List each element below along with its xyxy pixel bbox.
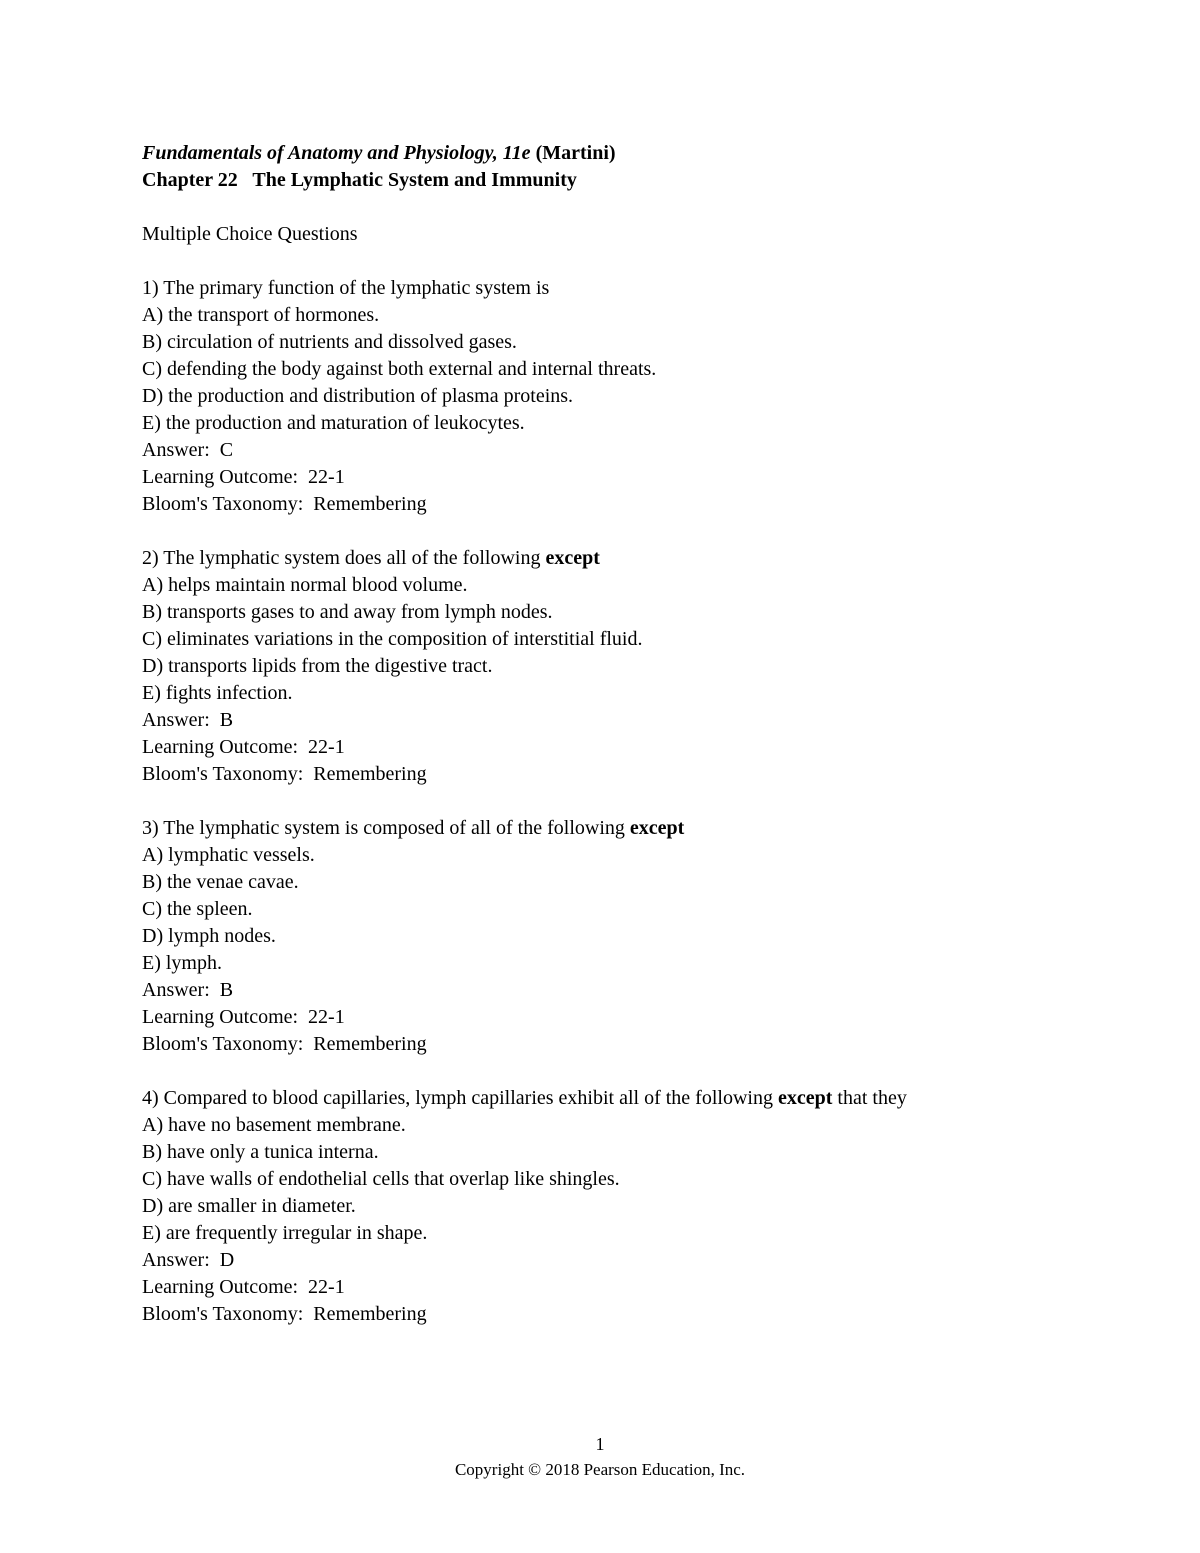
option-d: D) are smaller in diameter.	[142, 1195, 356, 1217]
spacer	[142, 518, 1102, 545]
option-c: C) eliminates variations in the composition of interstitial fluid.	[142, 628, 643, 650]
stem-keyword: except	[545, 547, 600, 569]
option-e: E) lymph.	[142, 952, 222, 974]
option-c: C) the spleen.	[142, 898, 253, 920]
learning-outcome: Learning Outcome: 22-1	[142, 736, 345, 758]
stem-keyword: except	[777, 1087, 833, 1109]
book-title: Fundamentals of Anatomy and Physiology, 11e	[142, 142, 531, 164]
option-a: A) have no basement membrane.	[142, 1114, 406, 1136]
section-label: Multiple Choice Questions	[142, 223, 358, 245]
option-b: B) circulation of nutrients and dissolved gases.	[142, 331, 517, 353]
option-b: B) have only a tunica interna.	[142, 1141, 379, 1163]
question-4	[142, 1085, 1102, 1328]
spacer	[142, 248, 1102, 275]
option-c: C) have walls of endothelial cells that overlap like shingles.	[142, 1168, 620, 1190]
question-2	[142, 545, 1102, 788]
option-a: A) the transport of hormones.	[142, 304, 380, 326]
answer: Answer: B	[142, 709, 234, 731]
option-e: E) are frequently irregular in shape.	[142, 1222, 428, 1244]
page-content	[142, 140, 1102, 1328]
question-stem	[142, 545, 1102, 572]
option-b: B) transports gases to and away from lymph nodes.	[142, 601, 553, 623]
copyright-notice: Copyright © 2018 Pearson Education, Inc.	[454, 1460, 746, 1479]
blooms-taxonomy: Bloom's Taxonomy: Remembering	[142, 1033, 427, 1055]
question-3	[142, 815, 1102, 1058]
blooms-taxonomy: Bloom's Taxonomy: Remembering	[142, 1303, 427, 1325]
stem-text-end: that they	[832, 1087, 907, 1109]
option-e: E) the production and maturation of leukocytes.	[142, 412, 525, 434]
option-c: C) defending the body against both external and internal threats.	[142, 358, 657, 380]
option-d: D) lymph nodes.	[142, 925, 276, 947]
book-author: (Martini)	[535, 142, 616, 164]
stem-text: 1) The primary function of the lymphatic system is	[142, 277, 550, 299]
question-1	[142, 275, 1102, 518]
spacer	[142, 194, 1102, 221]
learning-outcome: Learning Outcome: 22-1	[142, 466, 345, 488]
question-stem	[142, 815, 1102, 842]
stem-text: 4) Compared to blood capillaries, lymph capillaries exhibit all of the following	[142, 1087, 778, 1109]
learning-outcome: Learning Outcome: 22-1	[142, 1276, 345, 1298]
learning-outcome: Learning Outcome: 22-1	[142, 1006, 345, 1028]
option-a: A) lymphatic vessels.	[142, 844, 315, 866]
stem-text: 3) The lymphatic system is composed of all of the following	[142, 817, 630, 839]
answer: Answer: B	[142, 979, 234, 1001]
answer: Answer: C	[142, 439, 234, 461]
document-title	[142, 140, 1102, 167]
blooms-taxonomy: Bloom's Taxonomy: Remembering	[142, 493, 427, 515]
page-number: 1	[595, 1434, 605, 1454]
spacer	[142, 788, 1102, 815]
stem-text: 2) The lymphatic system does all of the following	[142, 547, 546, 569]
option-d: D) transports lipids from the digestive tract.	[142, 655, 493, 677]
spacer	[142, 1058, 1102, 1085]
answer: Answer: D	[142, 1249, 235, 1271]
chapter-heading: Chapter 22 The Lymphatic System and Immunity	[142, 169, 577, 191]
stem-keyword: except	[629, 817, 685, 839]
blooms-taxonomy: Bloom's Taxonomy: Remembering	[142, 763, 427, 785]
option-e: E) fights infection.	[142, 682, 293, 704]
option-a: A) helps maintain normal blood volume.	[142, 574, 468, 596]
question-stem	[142, 1085, 1102, 1112]
option-d: D) the production and distribution of plasma proteins.	[142, 385, 574, 407]
question-stem	[142, 275, 1102, 302]
option-b: B) the venae cavae.	[142, 871, 299, 893]
